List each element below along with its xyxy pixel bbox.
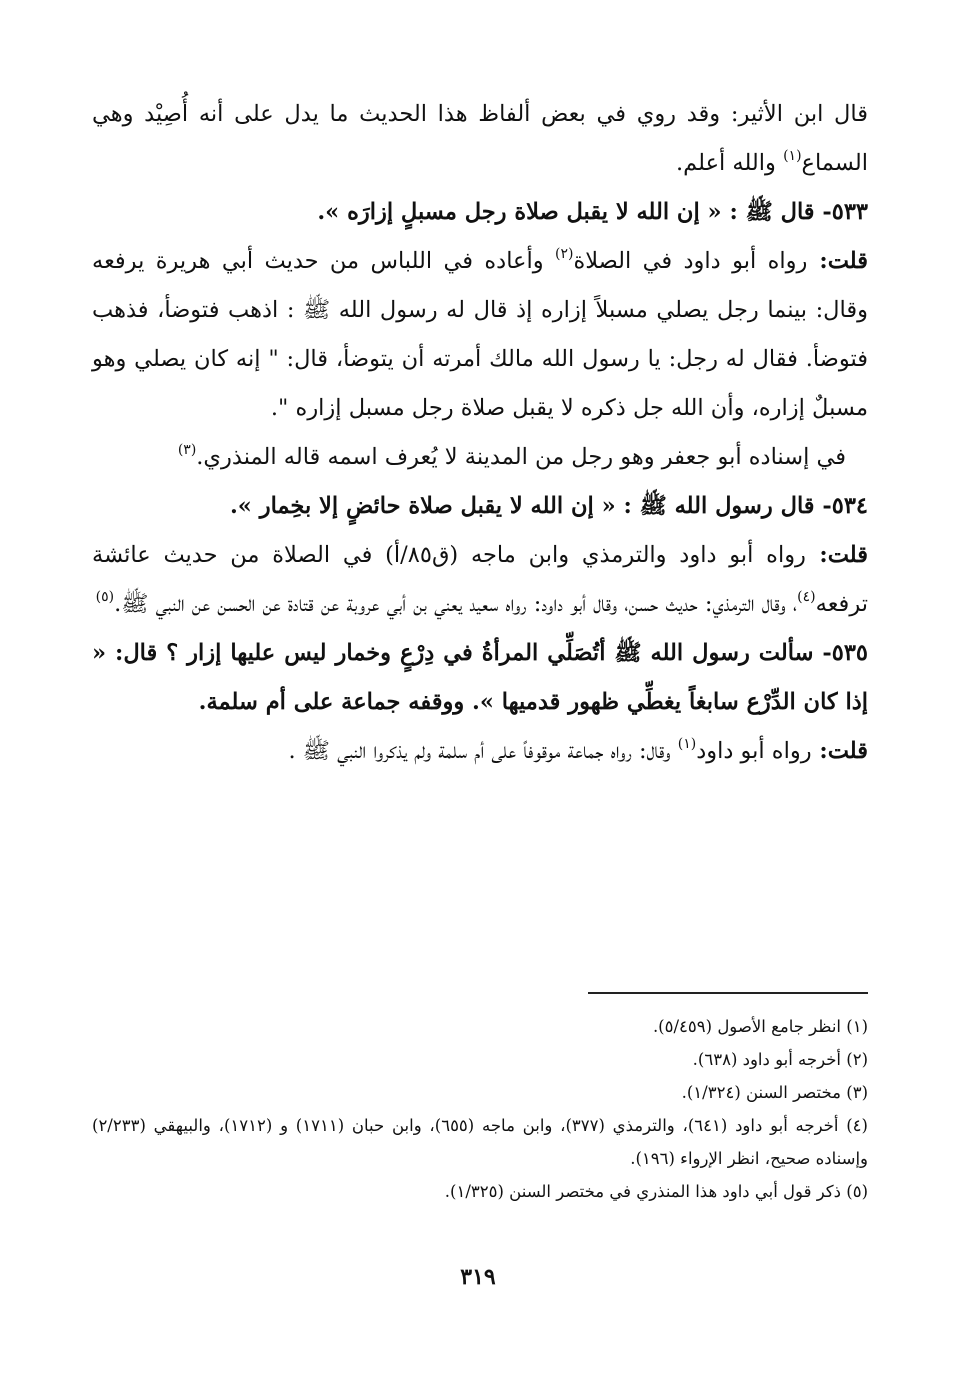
commentary-lead: قلت: [807, 248, 869, 274]
footnote-3: (٣) مختصر السنن (١/٣٢٤). [681, 1083, 868, 1102]
commentary-535: قلت: رواه أبو داود$^{(١)}$ وقال: رواه جماعة موقوفاً على أم سلمة ولم يذكروا النبي ﷺ . [288, 736, 868, 764]
footnote-ref[interactable]: (٢) [554, 246, 574, 262]
footnote-1: (١) انظر جامع الأصول (٥/٤٥٩). [652, 1017, 868, 1036]
footnote-ref[interactable]: (٤) [797, 589, 816, 605]
footnote-4: (٤) أخرجه أبو داود (٦٤١)، والترمذي (٣٧٧)، وابن ماجه (٦٥٥)، وابن حبان (١٧١١) و (١٧١٢)، والبيهقي (٢/٢٣٣) وإسناده صحيح، انظر الإرواء (١٩٦). [92, 1116, 868, 1168]
footnotes [92, 1010, 868, 1208]
footnote-ref[interactable]: (١) [783, 148, 802, 164]
footnote-ref[interactable]: (١) [677, 736, 697, 752]
commentary-lead: قلت: [805, 542, 868, 568]
commentary-lead: قلت: [811, 738, 868, 764]
footnote-ref[interactable]: (٣) [177, 442, 197, 458]
commentary-533: قلت: رواه أبو داود في الصلاة$^{(٢)}$ وأعاده في اللباس من حديث أبي هريرة يرفعه وقال: بينما رجل يصلي مسبلاً إزاره إذ قال له رسول الله ﷺ : اذهب فتوضأ، فذهب فتوضأ. فقال له رجل: يا رسول الله مالك أمرته أن يتوضأ، قال: " إنه كان يصلي وهو مسبلٌ إزاره، وأن الله جل ذكره لا يقبل صلاة رجل مسبل إزاره ". [92, 246, 869, 421]
commentary-534: قلت: رواه أبو داود والترمذي وابن ماجه (ق٨٥/أ) في الصلاة من حديث عائشة ترفعه$^{(٤)}$، وقال الترمذي: حديث حسن، وقال أبو داود: رواه سعيد يعني بن أبي عروبة عن قتادة عن الحسن عن النبي ﷺ.$^{(٥)}$ [92, 542, 868, 617]
footnote-ref[interactable]: (٥) [95, 589, 115, 605]
isnad-note: في إسناده أبو جعفر وهو رجل من المدينة لا يُعرف اسمه قاله المنذري.$^{(٣)}$ [177, 442, 846, 470]
main-text [92, 90, 868, 776]
hadith-534: ٥٣٤- قال رسول الله ﷺ : « إن الله لا يقبل صلاة حائضٍ إلا بخِمار ». [229, 493, 868, 519]
footnote-divider [588, 992, 868, 994]
page-number: ٣١٩ [460, 1264, 496, 1290]
footnote-2: (٢) أخرجه أبو داود (٦٣٨). [692, 1050, 868, 1069]
footnote-5: (٥) ذكر قول أبي داود هذا المنذري في مختصر السنن (١/٣٢٥). [444, 1182, 868, 1201]
hadith-533: ٥٣٣- قال ﷺ : « إن الله لا يقبل صلاة رجل مسبلٍ إزارَه ». [317, 199, 868, 225]
paragraph-ibn-athir: قال ابن الأثير: وقد روي في بعض ألفاظ هذا الحديث ما يدل على أنه أُصِيْد وهي السماع$^{(١)}$ والله أعلم. [92, 101, 868, 176]
hadith-535: ٥٣٥- سألت رسول الله ﷺ أتُصَلِّي المرأةُ في دِرْعٍ وخمار ليس عليها إزار ؟ قال: « إذا كان الدِّرْع سابغاً يغطِّي ظهور قدميها ». ووقفه جماعة على أم سلمة. [92, 640, 868, 715]
